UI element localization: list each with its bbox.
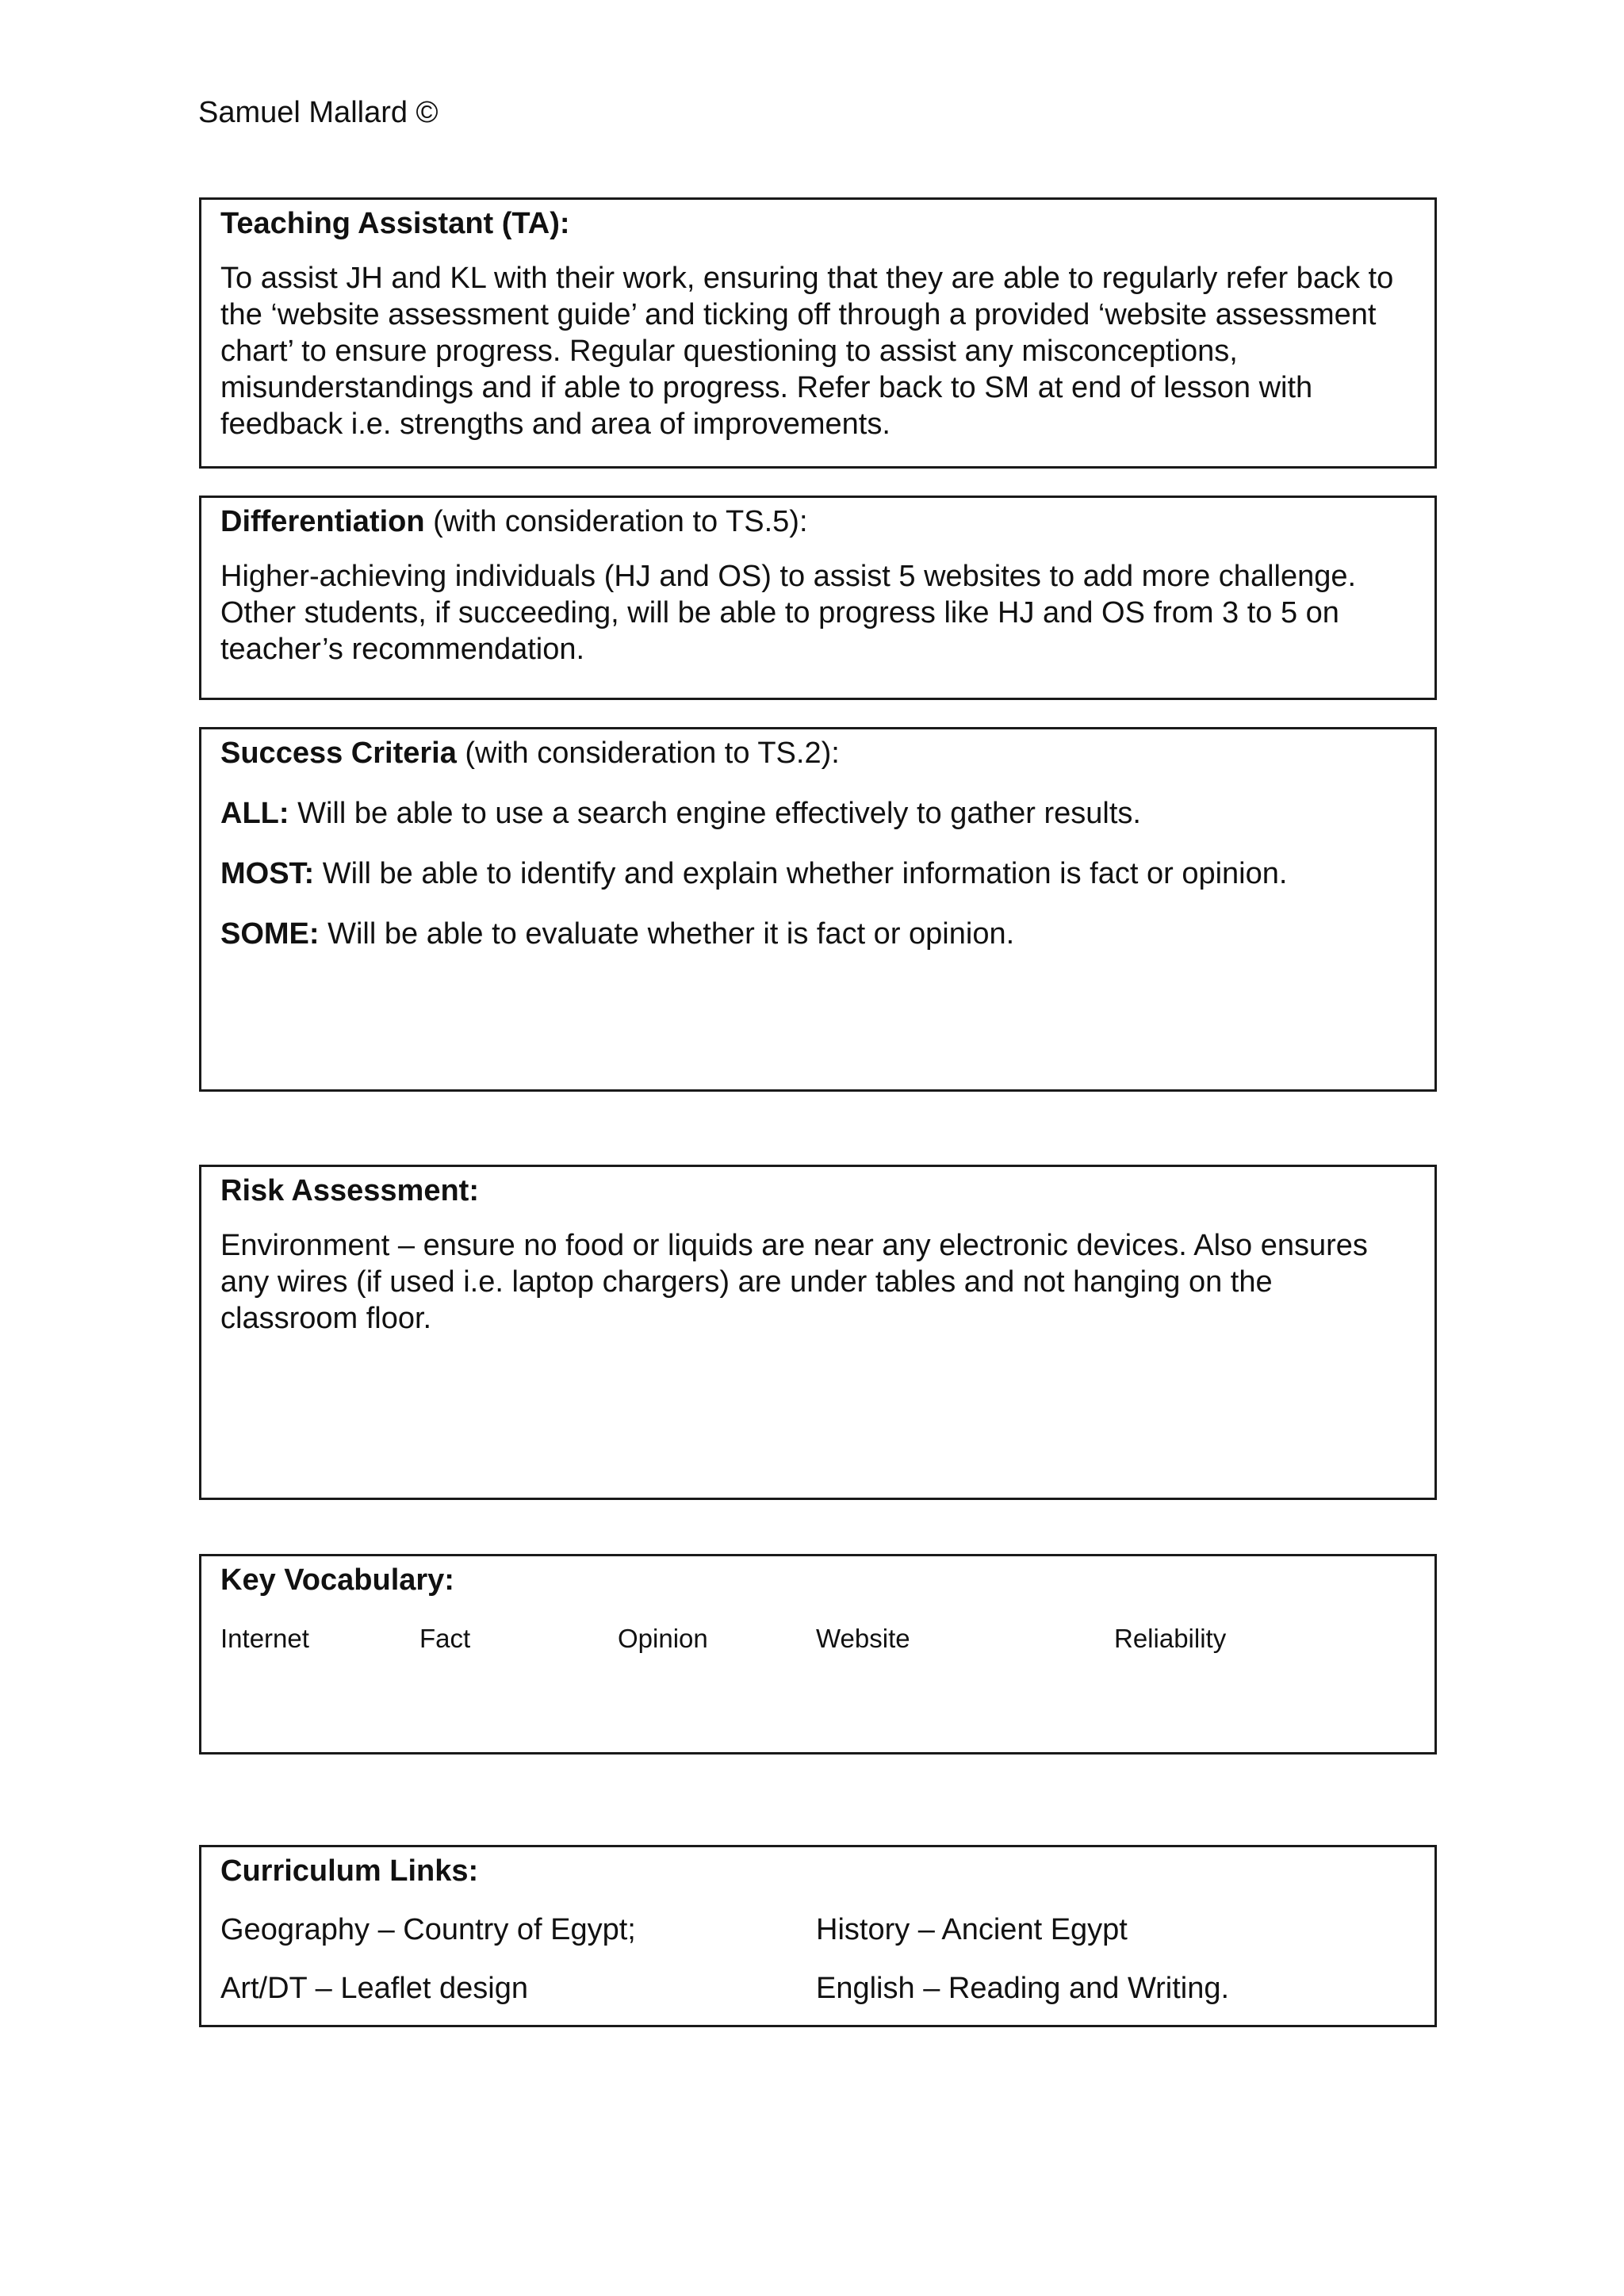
differentiation-section — [199, 496, 1437, 700]
text-line: chart’ to ensure progress. Regular questioning to assist any misconceptions, — [220, 335, 1238, 368]
section-title: Teaching Assistant (TA): — [220, 207, 570, 240]
curriculum-row — [220, 1969, 1415, 2007]
success-criteria-section — [199, 727, 1437, 1092]
section-title: Key Vocabulary: — [220, 1563, 454, 1597]
author-credit: Samuel Mallard © — [198, 96, 439, 129]
curriculum-link: Geography – Country of Egypt; — [220, 1913, 636, 1946]
section-title: Curriculum Links: — [220, 1854, 479, 1888]
section-body — [220, 558, 1415, 668]
text-line: the ‘website assessment guide’ and ticking off through a provided ‘website assessment — [220, 298, 1377, 331]
criteria-most: MOST: Will be able to identify and explain whether information is fact or opinion. — [220, 857, 1288, 890]
text-line: feedback i.e. strengths and area of improvements. — [220, 408, 891, 441]
text-line: misunderstandings and if able to progress. Refer back to SM at end of lesson with — [220, 371, 1313, 404]
key-vocabulary-section — [199, 1554, 1437, 1755]
vocab-word: Website — [816, 1624, 910, 1653]
curriculum-link: Art/DT – Leaflet design — [220, 1972, 528, 2005]
section-title: Differentiation (with consideration to TS.5): — [220, 505, 808, 538]
curriculum-row — [220, 1911, 1415, 1949]
section-title: Success Criteria (with consideration to TS.2): — [220, 737, 840, 770]
criteria-all: ALL: Will be able to use a search engine effectively to gather results. — [220, 797, 1141, 830]
curriculum-link: English – Reading and Writing. — [816, 1972, 1230, 2005]
section-body — [220, 1227, 1415, 1337]
text-line: classroom floor. — [220, 1302, 432, 1335]
vocab-word: Internet — [220, 1624, 309, 1653]
text-line: Other students, if succeeding, will be able to progress like HJ and OS from 3 to 5 on — [220, 596, 1339, 629]
text-line: Higher-achieving individuals (HJ and OS) to assist 5 websites to add more challenge. — [220, 560, 1357, 593]
vocab-word: Opinion — [618, 1624, 708, 1653]
text-line: To assist JH and KL with their work, ensuring that they are able to regularly refer back to — [220, 262, 1394, 295]
risk-assessment-section — [199, 1165, 1437, 1500]
text-line: Environment – ensure no food or liquids are near any electronic devices. Also ensures — [220, 1229, 1368, 1262]
teaching-assistant-section — [199, 197, 1437, 469]
text-line: teacher’s recommendation. — [220, 633, 585, 666]
criteria-some: SOME: Will be able to evaluate whether it is fact or opinion. — [220, 917, 1015, 951]
curriculum-links-section — [199, 1845, 1437, 2027]
vocab-list — [220, 1620, 1415, 1658]
vocab-word: Fact — [419, 1624, 471, 1653]
vocab-word: Reliability — [1114, 1624, 1227, 1653]
section-body — [220, 260, 1415, 442]
text-line: any wires (if used i.e. laptop chargers) are under tables and not hanging on the — [220, 1265, 1273, 1299]
section-title: Risk Assessment: — [220, 1174, 479, 1207]
curriculum-link: History – Ancient Egypt — [816, 1913, 1128, 1946]
